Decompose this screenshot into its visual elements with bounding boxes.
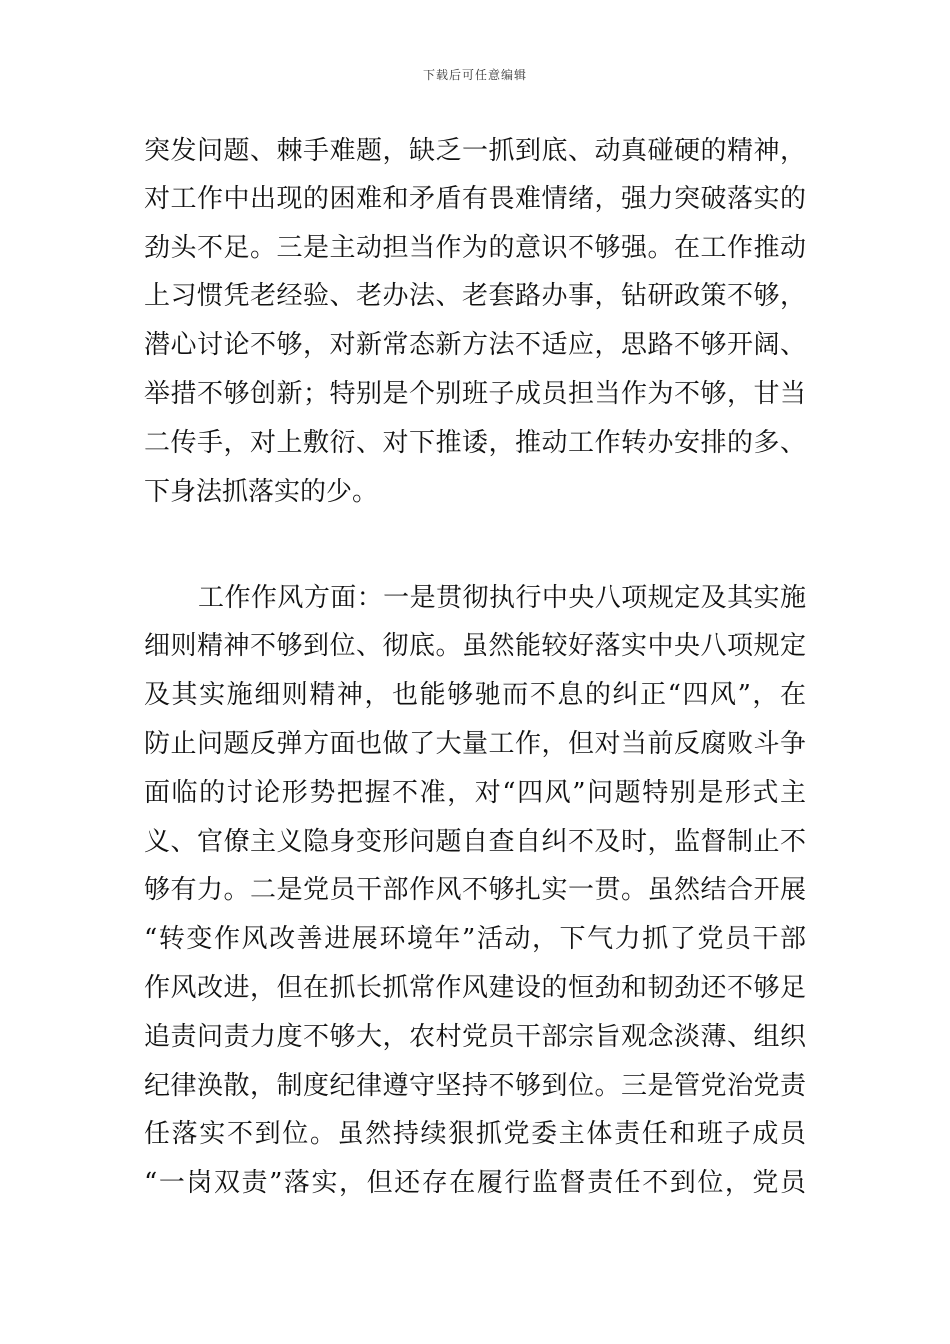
paragraph-2-line: “转变作风改善进展环境年”活动，下气力抓了党员干部 (144, 924, 806, 954)
paragraph-2-line: 任落实不到位。虽然持续狠抓党委主体责任和班子成员 (144, 1119, 806, 1149)
page-header-note: 下载后可任意编辑 (422, 68, 527, 82)
paragraph-2-line: 义、官僚主义隐身变形问题自查自纠不及时，监督制止不 (144, 827, 806, 857)
paragraph-1-line: 下身法抓落实的少。 (144, 477, 379, 507)
paragraph-2-line: 面临的讨论形势把握不准，对“四风”问题特别是形式主 (144, 778, 806, 808)
paragraph-2-line: 纪律涣散，制度纪律遵守坚持不够到位。三是管党治党责 (144, 1071, 806, 1101)
paragraph-2-line: 够有力。二是党员干部作风不够扎实一贯。虽然结合开展 (144, 875, 806, 905)
paragraph-1-line: 对工作中出现的困难和矛盾有畏难情绪，强力突破落实的 (144, 184, 806, 214)
paragraph-1-line: 二传手，对上敷衍、对下推诿，推动工作转办安排的多、 (144, 428, 806, 458)
paragraph-1-line: 劲头不足。三是主动担当作为的意识不够强。在工作推动 (144, 233, 806, 263)
paragraph-1-line: 上习惯凭老经验、老办法、老套路办事，钻研政策不够， (144, 281, 806, 311)
paragraph-1-line: 潜心讨论不够，对新常态新方法不适应，思路不够开阔、 (144, 330, 806, 360)
paragraph-2-line: 防止问题反弹方面也做了大量工作，但对当前反腐败斗争 (144, 729, 806, 759)
paragraph-2-line: 及其实施细则精神，也能够驰而不息的纠正“四风”，在 (144, 680, 806, 710)
paragraph-1-line: 突发问题、棘手难题，缺乏一抓到底、动真碰硬的精神， (144, 136, 806, 166)
paragraph-1-line: 举措不够创新；特别是个别班子成员担当作为不够，甘当 (144, 379, 806, 409)
paragraph-2-line: “一岗双责”落实，但还存在履行监督责任不到位，党员 (144, 1168, 806, 1198)
paragraph-2-line: 追责问责力度不够大，农村党员干部宗旨观念淡薄、组织 (144, 1022, 806, 1052)
paragraph-2-line: 细则精神不够到位、彻底。虽然能较好落实中央八项规定 (144, 631, 806, 661)
paragraph-2-line: 作风改进，但在抓长抓常作风建设的恒劲和韧劲还不够足 (144, 973, 806, 1003)
paragraph-2-line: 工作作风方面：一是贯彻执行中央八项规定及其实施 (198, 583, 806, 613)
